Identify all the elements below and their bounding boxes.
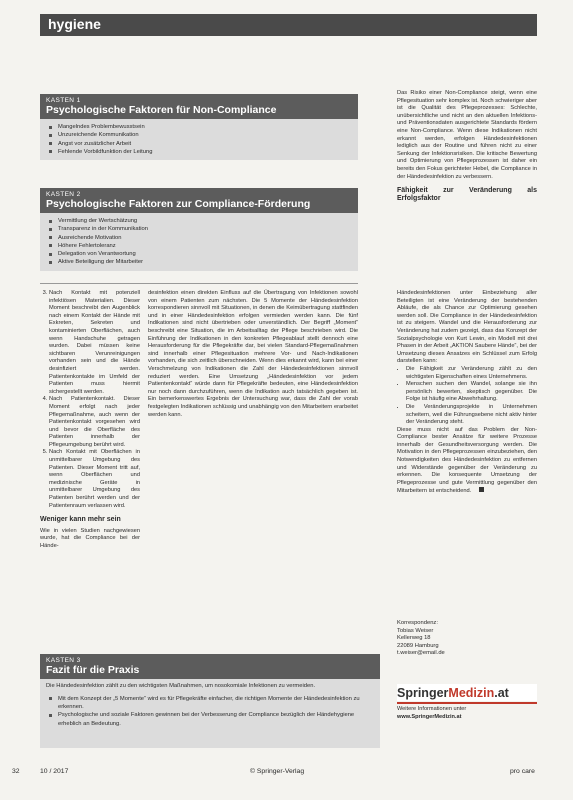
list-item: Mangelndes Problembewusstsein [58, 123, 352, 131]
box-3-label: KASTEN 3 [46, 657, 81, 664]
list-item: Höhere Fehlertoleranz [58, 242, 352, 250]
section-title: hygiene [48, 16, 101, 32]
issue-number: 10 / 2017 [40, 768, 69, 775]
box-3-title: Fazit für die Praxis [46, 664, 140, 676]
journal-name: pro care [510, 768, 535, 775]
list-item: Ausreichende Motivation [58, 234, 352, 242]
box-2-label: KASTEN 2 [46, 191, 81, 198]
publisher: © Springer-Verlag [250, 768, 305, 775]
list-item: • Menschen suchen den Wandel, solange sie ihn persönlich bewerten, skeptisch gegenüber. Die Folge ist häufig eine Abwehrhaltung. [406, 381, 537, 404]
box-1-header [40, 94, 358, 119]
springer-medizin-logo [397, 684, 537, 701]
right-top-paragraph: Das Risiko einer Non-Compliance steigt, wenn eine Pflegesituation sehr komplex ist. Noch schwieriger aber ist die Qualität des Pflegeprozesses: Schlechte, unübersichtliche und nicht an den aktuellen Infektions- und Präventionsdaten ausgerichtete Standards fördern eine Non-Compliance. Wenn diese Indikationen nicht erkannt werden, erfolgen Händedesinfektionen lediglich aus der Routine und führen nicht zu einer Senkung der Infektionsrisiken. Die kritische Bewertung und Optimierung von Pflegeprozessen ist daher ein bereits den Fokus gerichteter Hebel, die Compliance in der Händedesinfektion zu verbessern. [397, 90, 537, 180]
list-item: 5. Nach Kontakt mit Oberflächen in unmittelbarer Umgebung des Patienten. Dieser Moment tritt auf, wenn Oberflächen und medizinische Geräte in unmittelbarer Umgebung des Patienten berührt werden und der Patientenraum verlassen wird. [49, 449, 140, 510]
logo-sub-url[interactable]: www.SpringerMedizin.at [397, 713, 462, 720]
right-top-heading: Fähigkeit zur Veränderung als Erfolgsfaktor [397, 187, 537, 202]
contact-line: Tobias Weiser [397, 627, 434, 634]
contact-line: Korrespondenz: [397, 620, 438, 626]
correspondence-block [397, 620, 537, 658]
list-item: • Die Fähigkeit zur Veränderung zählt zu den wichtigsten Eigenschaften eines Unternehmens. [406, 366, 537, 381]
page-number: 32 [12, 768, 20, 775]
list-item: Fehlende Vorbildfunktion der Leitung [58, 148, 352, 156]
logo-name: Springer [397, 686, 449, 700]
list-item: Vermittlung der Wertschätzung [58, 217, 352, 225]
list-item: Angst vor zusätzlicher Arbeit [58, 140, 352, 148]
right-bullets [397, 366, 537, 427]
logo-underline [397, 702, 537, 704]
logo-subtext [397, 706, 537, 721]
info-box-2 [40, 188, 358, 271]
middle-column [148, 290, 358, 419]
box-1-title: Psychologische Faktoren für Non-Compliance [46, 104, 277, 116]
right-paragraph: Händedesinfektionen unter Einbeziehung aller Beteiligten ist eine Veränderung der bestehenden Abläufe, die als Chance zur Optimierung gesehen werden soll. Die Compliance in der Händedesinfektion ist zu steigern. Wandel und die Herausforderung zur Veränderung hat zudem gezeigt, dass das Konzept der Sozialpsychologie von Kurt Lewin, ein Modell mit drei Phasen in der Arbeit „AKTION Saubere Hände“, bei der Umsetzung dieses Ansatzes ein Schlüssel zum Erfolg darstellen kann: [397, 290, 537, 365]
list-item: Mit dem Konzept der „5 Momente“ wird es für Pflegekräfte einfacher, die richtigen Momente der Händedesinfektion zu erkennen. [58, 695, 374, 712]
logo-suffix: .at [494, 686, 509, 700]
right-paragraph-2: Diese muss nicht auf das Problem der Non-Compliance bester Ansätze für weitere Prozesse innerhalb der Gesundheitsversorgung werden. Die Motivation in den Pflegeprozessen einzubeziehen, den Notwendigkeiten des Händedesinfektion zu entfernen und Widerstände gegenüber der Veränderung zu erkennen. Die konsequente Umsetzung der Pflegeprozesse und gute Vermittlung gegenüber den Mitarbeitern ist entscheidend. [397, 426, 537, 495]
right-top-column [397, 90, 537, 206]
info-box-3 [40, 654, 380, 748]
logo-accent: Medizin [448, 686, 495, 700]
list-item: Delegation von Verantwortung [58, 250, 352, 258]
left-heading: Weniger kann mehr sein [40, 516, 121, 524]
left-column [40, 290, 140, 551]
contact-line[interactable]: t.weiser@email.de [397, 650, 445, 657]
box-3-intro: Die Händedesinfektion zählt zu den wichtigsten Maßnahmen, um nosokomiale Infektionen zu vermeiden. [46, 683, 316, 689]
box-3-list [40, 691, 380, 732]
left-paragraph: Wie in vielen Studien nachgewiesen wurde, hat die Compliance bei der Hände- [40, 527, 140, 549]
middle-paragraph: desinfektion einen direkten Einfluss auf die Übertragung von Infektionen sowohl von einem Patienten zum nächsten. Die 5 Momente der Händedesinfektion korrespondieren sinnvoll mit Situationen, in denen die Keimübertragung stattfinden und in einer Händedesinfektion erfolgen vermieden werden kann. Die fünf Indikationen sind nicht übertrieben oder unverständlich. Der Begriff „Moment“ beschreibt eine Situation, die im Arbeitsalltag der Pflege beschrieben wird. Die Einführung der Indikationen in den konkreten Pflegeablauf stellt dennoch eine Herausforderung für die Pflegekräfte dar, bei vielen Standard-Pflegemaßnahmen sind innerhalb einer Pflegesituation mehrere Vor- und Nach-Indikationen vorhanden, die sich zeitlich überschneiden. Wenn dies erkannt wird, kann bei einer Verschmelzung von Indikationen die Zahl der Händedesinfektionen sinnvoll reduziert werden. Eine Umsetzung „Händedesinfektion vor jedem Patientenkontakt“ würde dann für Pflegekräfte bedeuten, eine Händedesinfektion nur noch dann durchzuführen, wenn die Indikation auch tatsächlich gegeben ist. Ein bemerkenswertes Ergebnis der Untersuchung war, dass die Zahl der vorab festgelegten Indikationen schlüssig und unabhängig von den Mitarbeitern erarbeitet werden kann. [148, 290, 358, 418]
contact-line: 22089 Hamburg [397, 642, 439, 649]
list-item: • Die Veränderungsprojekte in Unternehmen scheitern, weil die Führungsebene nicht aktiv hinter der Veränderung steht. [406, 404, 537, 427]
box-3-header [40, 654, 380, 679]
list-item: Psychologische und soziale Faktoren gewinnen bei der Verbesserung der Compliance bezüglich der Händehygiene erheblich an Bedeutung. [58, 711, 374, 728]
box-2-header [40, 188, 358, 213]
divider [40, 283, 358, 284]
box-1-list [40, 119, 358, 160]
box-2-title: Psychologische Faktoren zur Compliance-Förderung [46, 198, 311, 210]
list-item: Aktive Beteiligung der Mitarbeiter [58, 258, 352, 266]
list-item: Transparenz in der Kommunikation [58, 225, 352, 233]
list-item: 4. Nach Patientenkontakt. Dieser Moment erfolgt nach jeder Pflegemaßnahme, auch wenn der Patientenkontakt vorgesehen wird und bevor die Oberfläche des Patienten innerhalb der Pflegeumgebung berührt wird. [49, 396, 140, 449]
list-item: Unzureichende Kommunikation [58, 131, 352, 139]
list-item: 3. Nach Kontakt mit potenziell infektiösen Materialien. Dieser Moment beschreibt den Augenblick nach einem Kontakt der Hände mit Exkreten, Sekreten und kontaminierten Oberflächen, auch wenn Handschuhe getragen wurden. Dabei müssen keine sichtbaren Verunreinigungen vorhanden sein und die Hände desinfiziert werden. Patientenkontakte im Umfeld der Patienten muss hiermit sichergestellt werden. [49, 290, 140, 396]
end-mark-icon [479, 487, 484, 492]
contact-line: Kellerweg 18 [397, 635, 431, 642]
info-box-1 [40, 94, 358, 160]
box-2-list [40, 213, 358, 271]
moments-list [40, 290, 140, 510]
section-header-bar [40, 14, 537, 36]
right-column [397, 290, 537, 496]
page-footer [0, 768, 573, 782]
logo-sub-line: Weitere Informationen unter [397, 706, 467, 712]
box-1-label: KASTEN 1 [46, 97, 81, 104]
